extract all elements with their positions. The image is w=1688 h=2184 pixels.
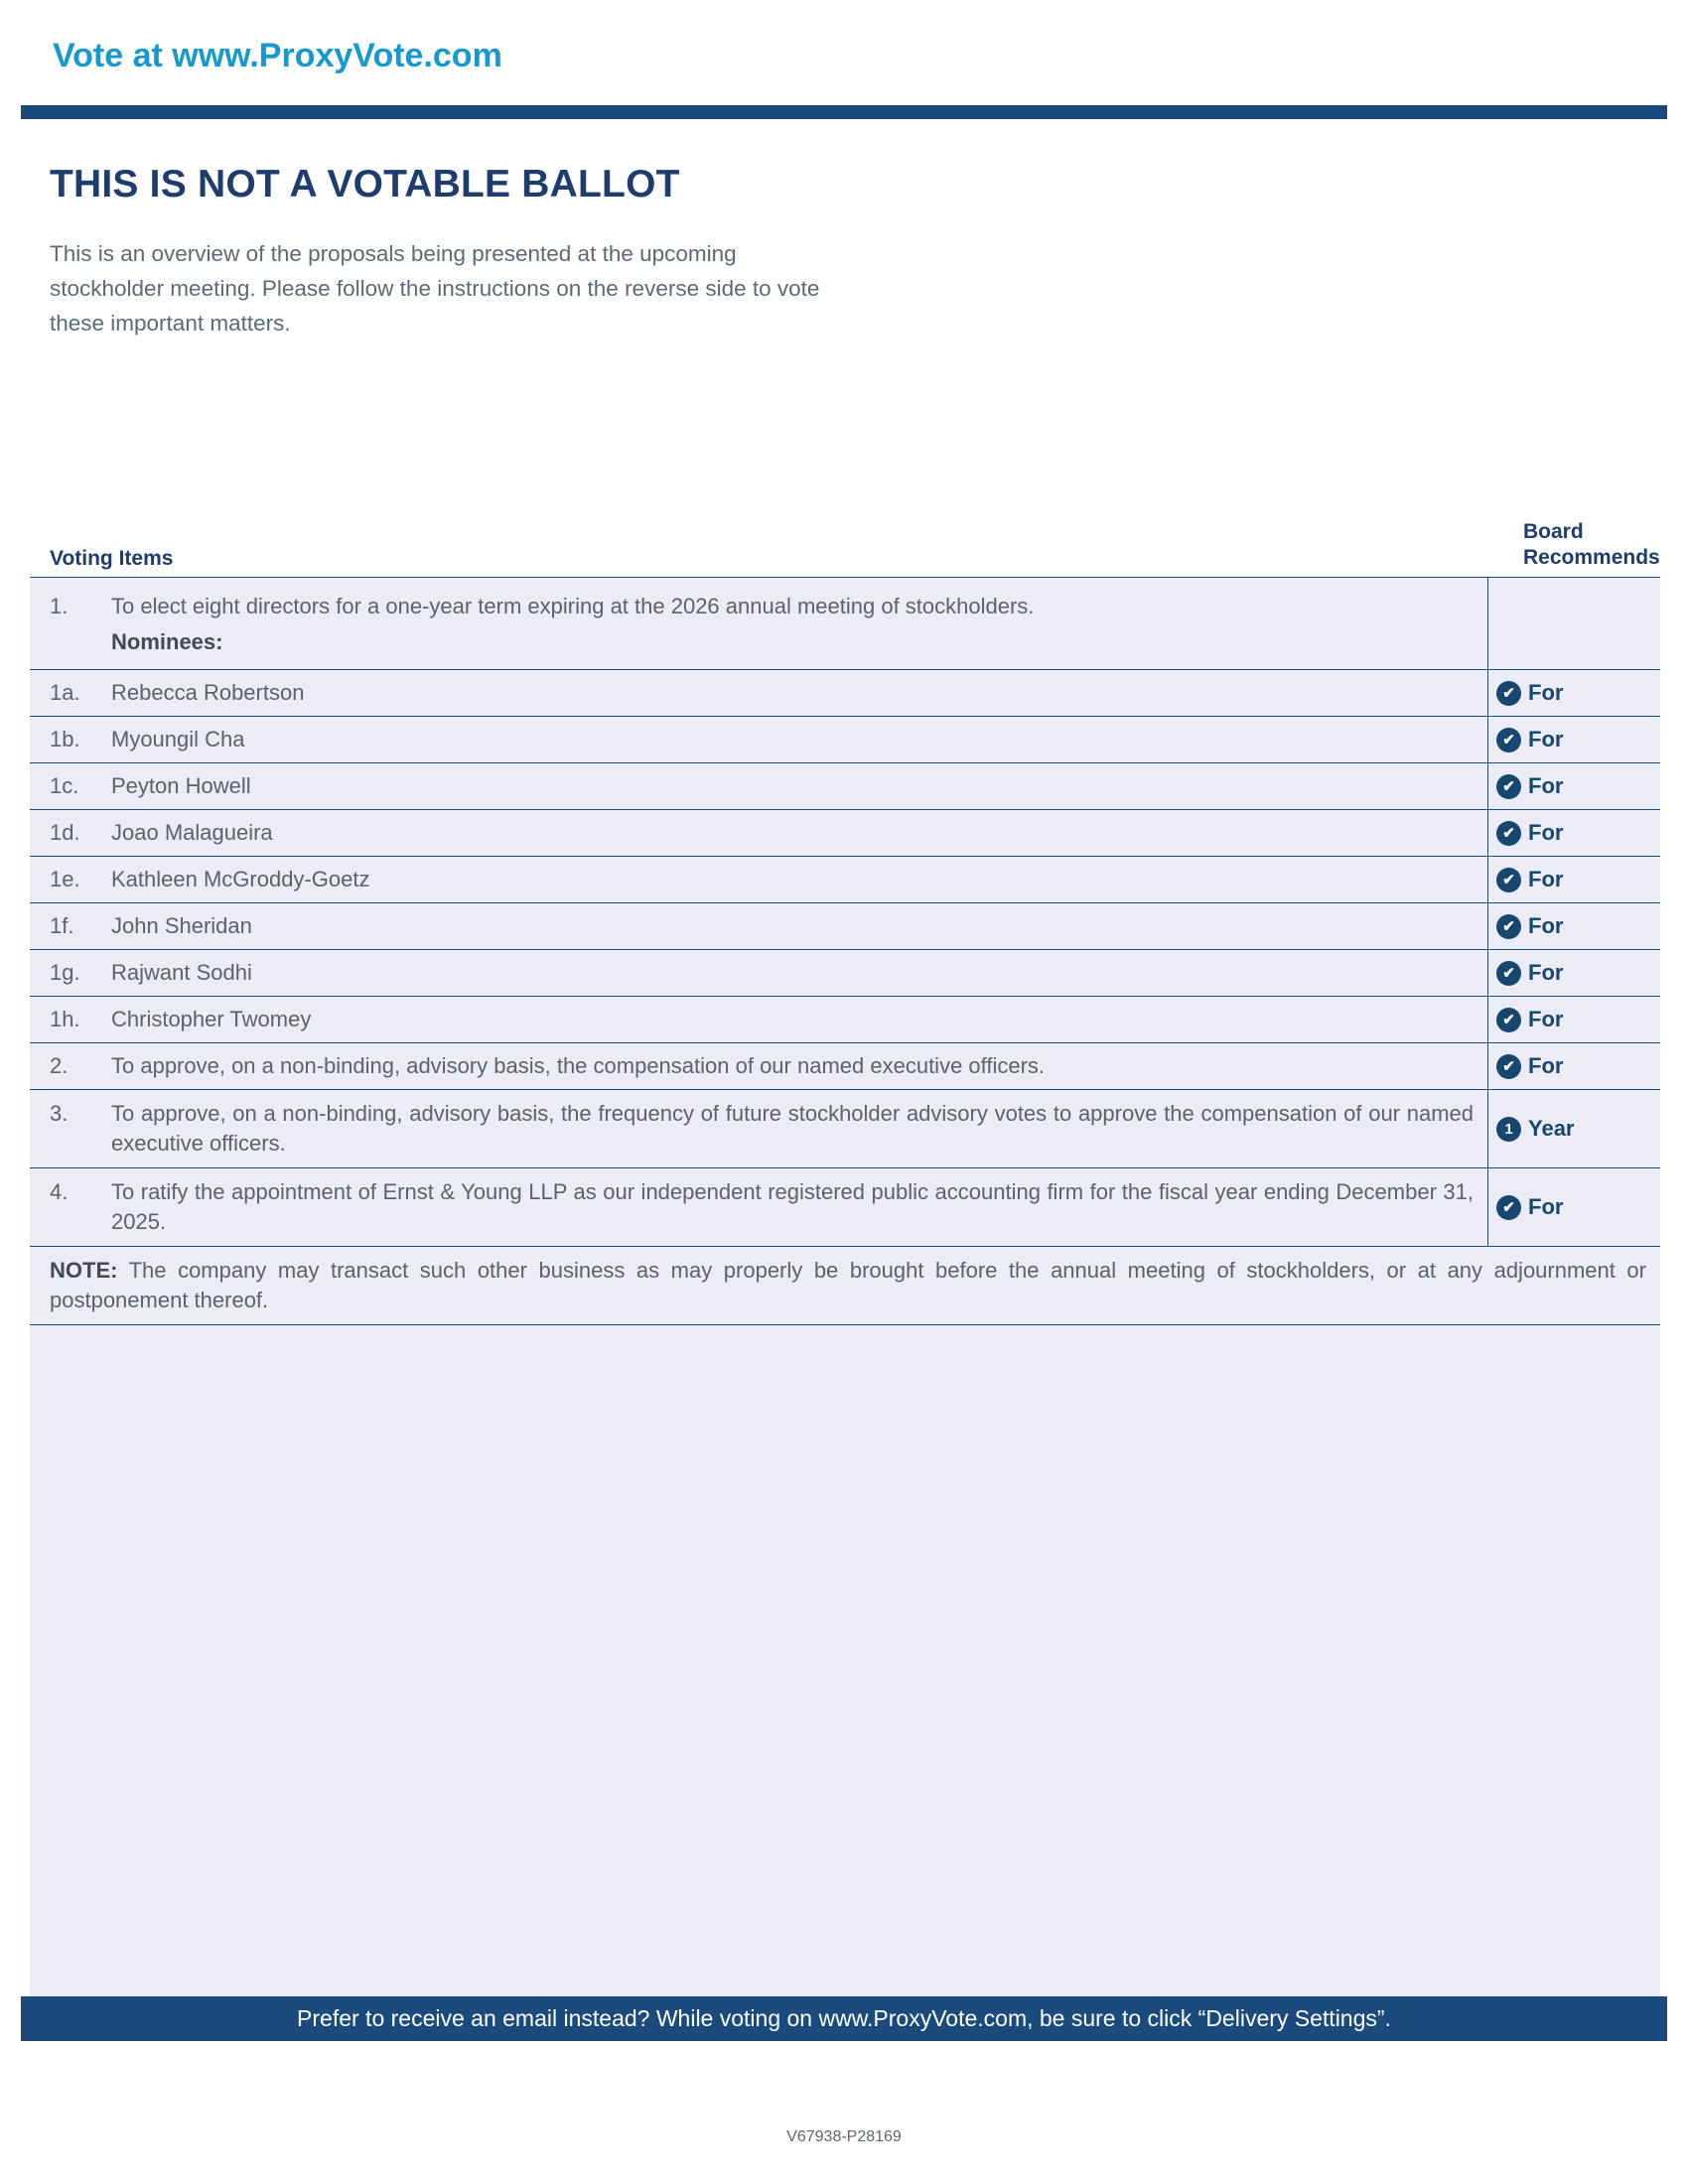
item-number: 1f. [50,913,74,938]
item-number: 1h. [50,1007,80,1031]
nominee-name: Rajwant Sodhi [111,960,252,985]
check-circle-icon: ✔ [1496,1054,1521,1079]
board-recommendation [1487,950,1660,996]
recommendation-label: For [1528,680,1564,705]
recommendation-label: For [1528,727,1564,751]
check-circle-icon: ✔ [1496,868,1521,892]
item-number: 3. [50,1101,69,1126]
board-recommendation [1487,1043,1660,1089]
check-circle-icon: ✔ [1496,1008,1521,1032]
table-row-item2 [30,1043,1660,1090]
board-recommendation [1487,1168,1660,1246]
nominees-label: Nominees: [111,629,223,654]
recommendation-label: For [1528,1007,1564,1031]
item-text: To approve, on a non-binding, advisory basis, the compensation of our named executive officers. [111,1053,1046,1078]
one-year-circle-icon: 1 [1496,1117,1521,1142]
intro-text: This is an overview of the proposals being presented at the upcoming stockholder meeting. Please follow the instructions on the reverse side to vote these important matters. [50,241,820,336]
board-recommendation [1487,763,1660,809]
nominee-name: John Sheridan [111,913,252,938]
table-row-item4 [30,1168,1660,1247]
header-divider [21,105,1667,119]
document-code: V67938-P28169 [786,2128,902,2145]
note-row [30,1247,1660,1325]
nominee-name: Kathleen McGroddy-Goetz [111,867,370,891]
item-text: To approve, on a non-binding, advisory basis, the frequency of future stockholder advisory votes to approve the compensation of our named executive officers. [111,1101,1474,1156]
voting-items-table [30,577,1660,1996]
note-text: The company may transact such other business as may properly be brought before the annual meeting of stockholders, or at any adjournment or postponement thereof. [50,1258,1646,1312]
check-circle-icon: ✔ [1496,961,1521,986]
table-row-item1 [30,578,1660,670]
footer-banner [21,1996,1667,2041]
item-text: To ratify the appointment of Ernst & Young LLP as our independent registered public accounting firm for the fiscal year ending December 31, 2025. [111,1179,1474,1234]
item-number: 1a. [50,680,80,705]
nominee-name: Myoungil Cha [111,727,245,751]
item-number: 1g. [50,960,80,985]
note-label: NOTE: [50,1258,118,1283]
table-row-nominee-1g [30,950,1660,997]
check-circle-icon: ✔ [1496,681,1521,706]
table-row-nominee-1h [30,997,1660,1043]
item-number: 1e. [50,867,80,891]
item-number: 2. [50,1053,69,1078]
empty-shaded-area [30,1325,1660,1996]
table-row-nominee-1e [30,857,1660,903]
nominee-name: Christopher Twomey [111,1007,312,1031]
board-recommends-header: Board Recommends [1523,520,1660,569]
recommendation-label: Year [1528,1116,1575,1141]
page-title: THIS IS NOT A VOTABLE BALLOT [50,163,680,205]
recommendation-label: For [1528,913,1564,938]
table-row-nominee-1a [30,670,1660,717]
board-recommendation [1487,670,1660,716]
board-recommendation [1487,997,1660,1042]
recommendation-label: For [1528,1194,1564,1219]
check-circle-icon: ✔ [1496,1195,1521,1220]
table-row-nominee-1c [30,763,1660,810]
recommendation-label: For [1528,773,1564,798]
recommendation-label: For [1528,820,1564,845]
item-number: 1. [50,594,69,618]
check-circle-icon: ✔ [1496,821,1521,846]
item-number: 1c. [50,773,79,798]
nominee-name: Joao Malagueira [111,820,273,845]
check-circle-icon: ✔ [1496,914,1521,939]
table-headers [50,519,1660,571]
recommendation-label: For [1528,1053,1564,1078]
check-circle-icon: ✔ [1496,774,1521,799]
proxyvote-link[interactable]: Vote at www.ProxyVote.com [53,37,502,74]
table-row-nominee-1b [30,717,1660,763]
board-recommendation [1487,903,1660,949]
board-recommendation-empty [1487,578,1660,669]
recommendation-label: For [1528,867,1564,891]
check-circle-icon: ✔ [1496,728,1521,752]
board-recommendation [1487,1090,1660,1167]
table-row-nominee-1f [30,903,1660,950]
item-number: 1d. [50,820,80,845]
top-header [0,0,1688,75]
voting-items-header: Voting Items [50,547,174,570]
item-number: 1b. [50,727,80,751]
nominee-name: Rebecca Robertson [111,680,305,705]
footer-banner-text: Prefer to receive an email instead? While voting on www.ProxyVote.com, be sure to click “Delivery Settings”. [297,2005,1391,2031]
nominee-name: Peyton Howell [111,773,251,798]
board-recommendation [1487,857,1660,902]
board-recommendation [1487,810,1660,856]
item-number: 4. [50,1179,69,1204]
recommendation-label: For [1528,960,1564,985]
item-text-wrap [111,578,1487,669]
table-row-nominee-1d [30,810,1660,857]
table-row-item3 [30,1090,1660,1168]
item-text: To elect eight directors for a one-year term expiring at the 2026 annual meeting of stockholders. [111,594,1035,618]
board-recommendation [1487,717,1660,762]
